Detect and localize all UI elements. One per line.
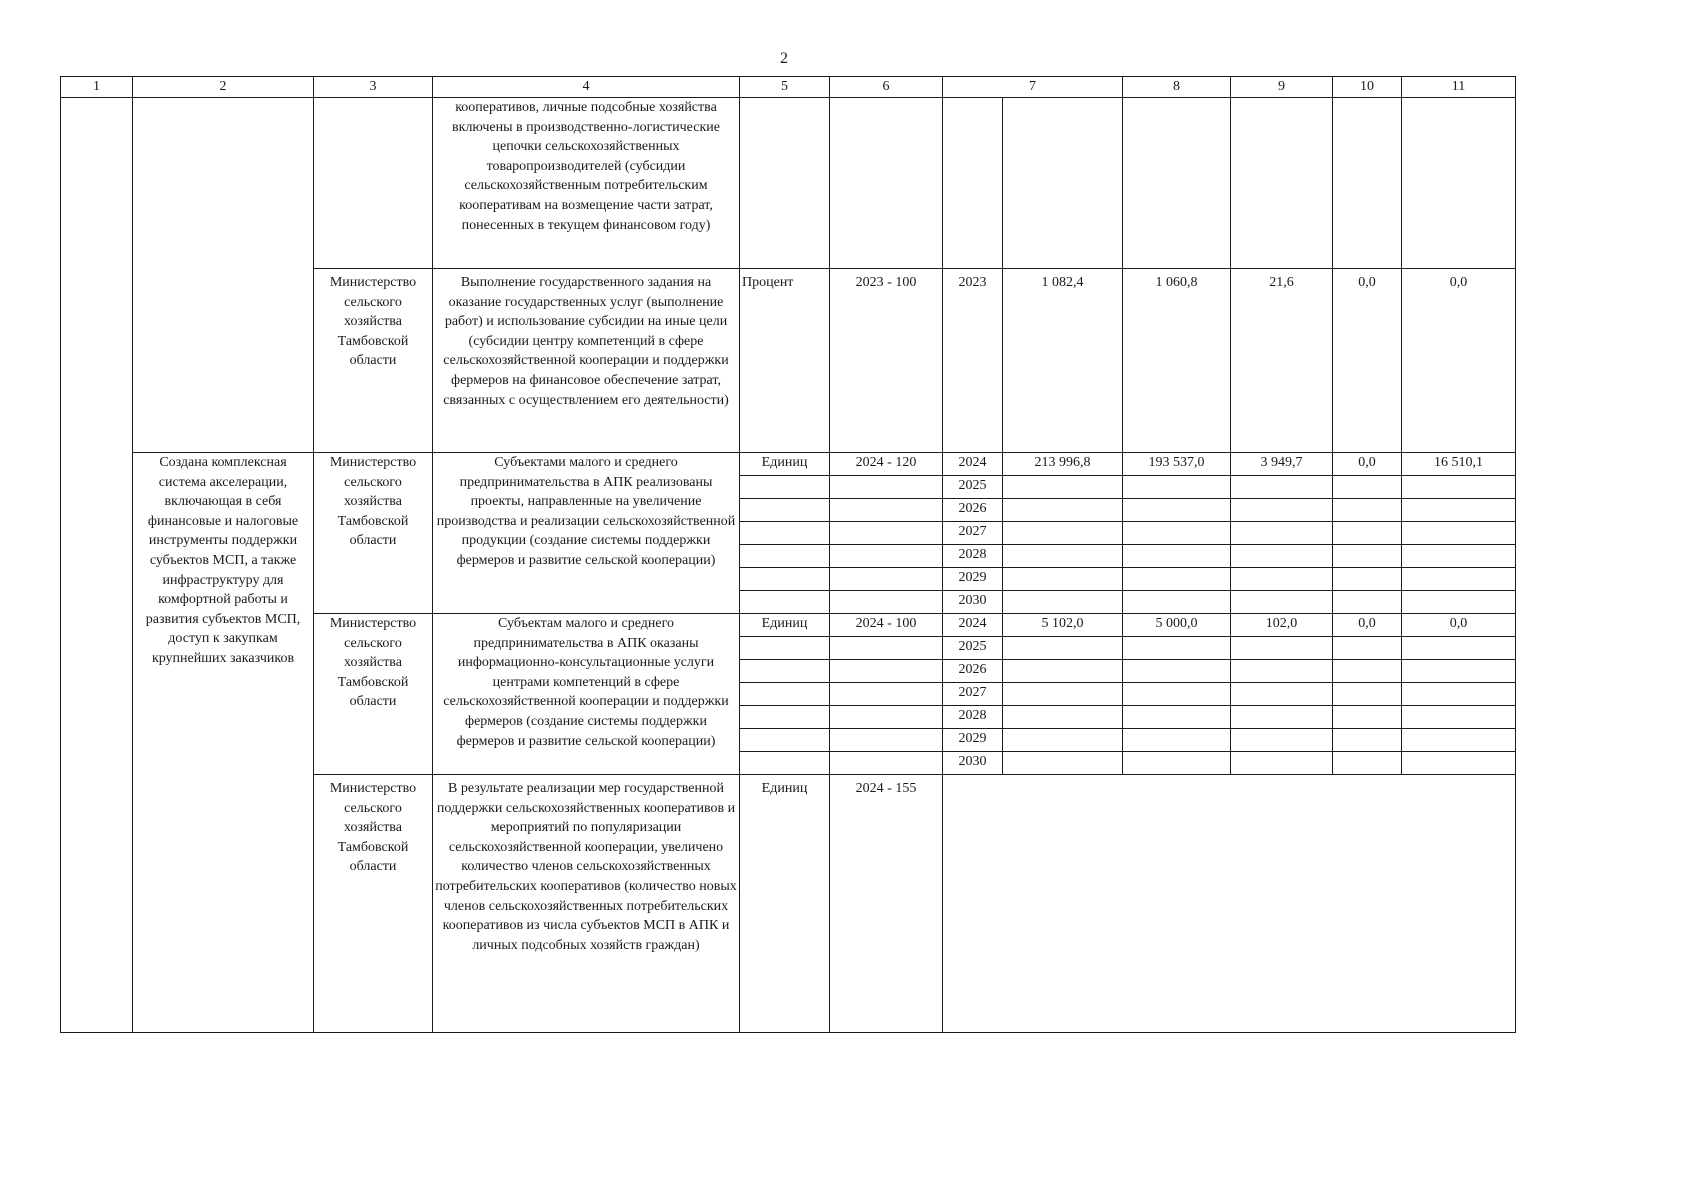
executor: Министерство сельского хозяйства Тамбовской области	[314, 269, 433, 453]
indicators-table	[60, 76, 1516, 1033]
year: 2026	[943, 660, 1003, 683]
cell-col1-empty	[61, 98, 133, 1033]
header-col-3: 3	[314, 77, 433, 98]
amount-col9: 102,0	[1231, 614, 1333, 637]
executor: Министерство сельского хозяйства Тамбовской области	[314, 775, 433, 1033]
year: 2024	[943, 453, 1003, 476]
year: 2026	[943, 499, 1003, 522]
year: 2023	[943, 269, 1003, 453]
amount-col9: 21,6	[1231, 269, 1333, 453]
year: 2025	[943, 476, 1003, 499]
result-description: Создана комплексная система акселерации, включающая в себя финансовые и налоговые инструменты поддержки субъектов МСП, а также инфраструктуру для комфортной работы и развития субъектов МСП, доступ к закупкам крупнейших заказчиков	[133, 453, 314, 1033]
amount-col11: 0,0	[1402, 614, 1516, 637]
year: 2030	[943, 752, 1003, 775]
amount-col9: 3 949,7	[1231, 453, 1333, 476]
cell-col2-empty	[133, 98, 314, 453]
amount-col11: 16 510,1	[1402, 453, 1516, 476]
unit: Единиц	[740, 775, 830, 1033]
header-col-1: 1	[61, 77, 133, 98]
year: 2027	[943, 683, 1003, 706]
indicator-description: Субъектам малого и среднего предпринимательства в АПК оказаны информационно-консультационные услуги центрами компетенций в сфере сельскохозяйственной кооперации и поддержки фермеров (создание системы поддержки фермеров и развитие сельской кооперации)	[433, 614, 740, 775]
year: 2029	[943, 729, 1003, 752]
year: 2030	[943, 591, 1003, 614]
target-value: 2024 - 155	[830, 775, 943, 1033]
table-row	[61, 98, 1516, 269]
executor: Министерство сельского хозяйства Тамбовской области	[314, 614, 433, 775]
unit: Единиц	[740, 614, 830, 637]
indicator-description: Субъектами малого и среднего предпринимательства в АПК реализованы проекты, направленные на увеличение производства и реализации сельскохозяйственной продукции (создание системы поддержки фермеров и развитие сельской кооперации)	[433, 453, 740, 614]
header-col-7: 7	[943, 77, 1123, 98]
header-col-5: 5	[740, 77, 830, 98]
unit: Единиц	[740, 453, 830, 476]
header-col-11: 11	[1402, 77, 1516, 98]
amount-col10: 0,0	[1333, 614, 1402, 637]
amount-col10: 0,0	[1333, 453, 1402, 476]
header-col-8: 8	[1123, 77, 1231, 98]
indicator-description: кооперативов, личные подсобные хозяйства включены в производственно-логистические цепочки сельскохозяйственных товаропроизводителей (субсидии сельскохозяйственным потребительским кооперативам на возмещение части затрат, понесенных в текущем финансовом году)	[433, 98, 740, 269]
target-value: 2024 - 120	[830, 453, 943, 476]
year: 2028	[943, 706, 1003, 729]
header-col-2: 2	[133, 77, 314, 98]
amount-col8: 193 537,0	[1123, 453, 1231, 476]
target-value: 2023 - 100	[830, 269, 943, 453]
year: 2024	[943, 614, 1003, 637]
indicator-description: Выполнение государственного задания на оказание государственных услуг (выполнение работ) и использование субсидии на иные цели (субсидии центру компетенций в сфере сельскохозяйственной кооперации и поддержки фермеров на финансовое обеспечение затрат, связанных с осуществлением его деятельности)	[433, 269, 740, 453]
year: 2025	[943, 637, 1003, 660]
year: 2029	[943, 568, 1003, 591]
amount-col8: 5 000,0	[1123, 614, 1231, 637]
header-col-10: 10	[1333, 77, 1402, 98]
unit: Процент	[740, 269, 830, 453]
year: 2027	[943, 522, 1003, 545]
target-value: 2024 - 100	[830, 614, 943, 637]
header-col-6: 6	[830, 77, 943, 98]
amount-col8: 1 060,8	[1123, 269, 1231, 453]
table-header-row	[61, 77, 1516, 98]
executor: Министерство сельского хозяйства Тамбовской области	[314, 453, 433, 614]
header-col-4: 4	[433, 77, 740, 98]
total-amount: 5 102,0	[1003, 614, 1123, 637]
amount-col11: 0,0	[1402, 269, 1516, 453]
year: 2028	[943, 545, 1003, 568]
page-number: 2	[780, 50, 788, 67]
merged-empty-cell	[943, 775, 1516, 1033]
total-amount: 1 082,4	[1003, 269, 1123, 453]
table-row	[61, 453, 1516, 476]
total-amount: 213 996,8	[1003, 453, 1123, 476]
indicator-description: В результате реализации мер государственной поддержки сельскохозяйственных кооперативов и мероприятий по популяризации сельскохозяйственной кооперации, увеличено количество членов сельскохозяйственных потребительских кооперативов (количество новых членов сельскохозяйственных потребительских кооперативов из числа субъектов МСП в АПК и личных подсобных хозяйств граждан)	[433, 775, 740, 1033]
header-col-9: 9	[1231, 77, 1333, 98]
amount-col10: 0,0	[1333, 269, 1402, 453]
